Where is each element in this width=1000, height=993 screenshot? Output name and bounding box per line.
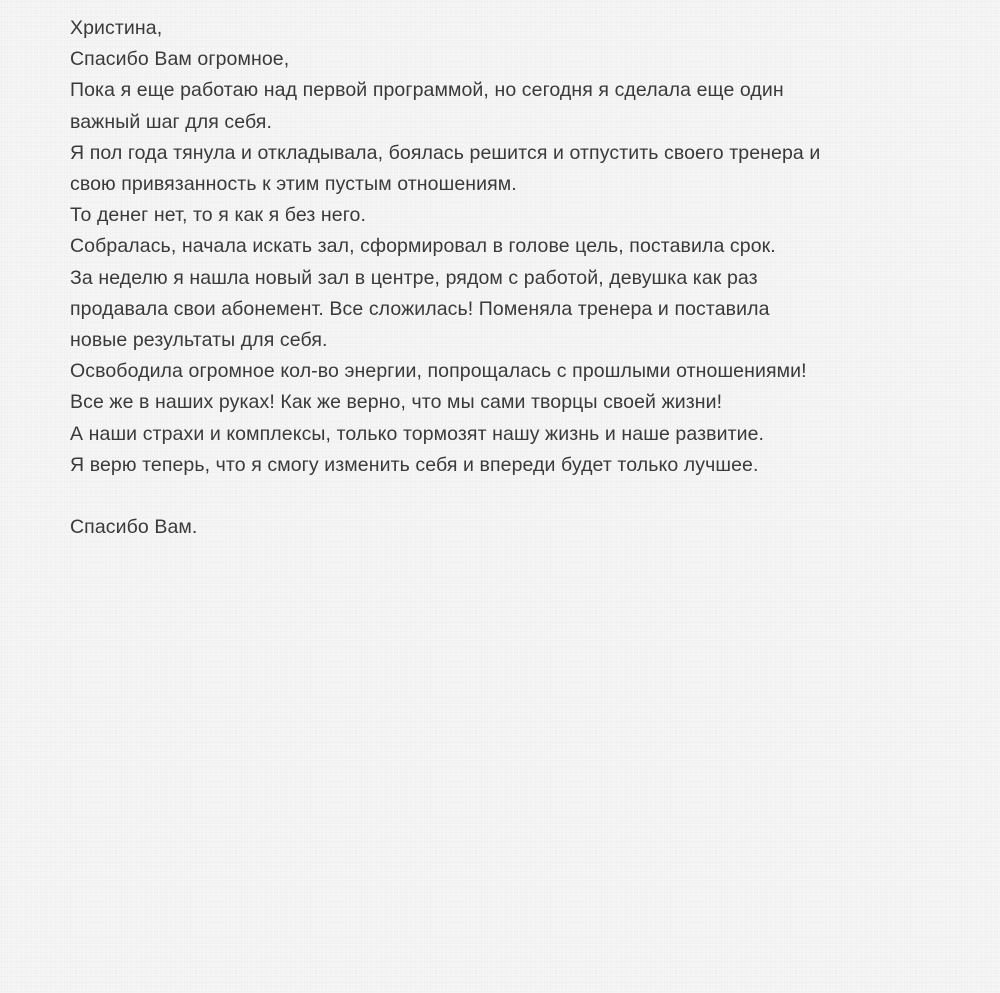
note-line: За неделю я нашла новый зал в центре, рядом с работой, девушка как раз <box>70 266 758 289</box>
note-line: продавала свои абонемент. Все сложилась! Поменяла тренера и поставила <box>70 297 770 320</box>
note-line: свою привязанность к этим пустым отношениям. <box>70 173 517 196</box>
note-body <box>70 13 970 543</box>
note-line: Освободила огромное кол-во энергии, попрощалась с прошлыми отношениями! <box>70 360 807 383</box>
note-line: Пока я еще работаю над первой программой, но сегодня я сделала еще один <box>70 79 784 102</box>
note-line: Все же в наших руках! Как же верно, что мы сами творцы своей жизни! <box>70 391 723 414</box>
note-line: новые результаты для себя. <box>70 329 328 352</box>
note-line: Спасибо Вам огромное, <box>70 48 290 71</box>
note-line: Я пол года тянула и откладывала, боялась решится и отпустить своего тренера и <box>70 141 821 164</box>
note-line: Собралась, начала искать зал, сформировал в голове цель, поставила срок. <box>70 235 776 258</box>
blank-line <box>70 481 970 512</box>
closing-line: Спасибо Вам. <box>70 516 198 539</box>
note-line: Я верю теперь, что я смогу изменить себя и впереди будет только лучшее. <box>70 453 759 476</box>
note-line: То денег нет, то я как я без него. <box>70 204 366 227</box>
note-line: Христина, <box>70 17 163 39</box>
note-line: А наши страхи и комплексы, только тормозят нашу жизнь и наше развитие. <box>70 422 765 445</box>
note-line: важный шаг для себя. <box>70 110 272 133</box>
